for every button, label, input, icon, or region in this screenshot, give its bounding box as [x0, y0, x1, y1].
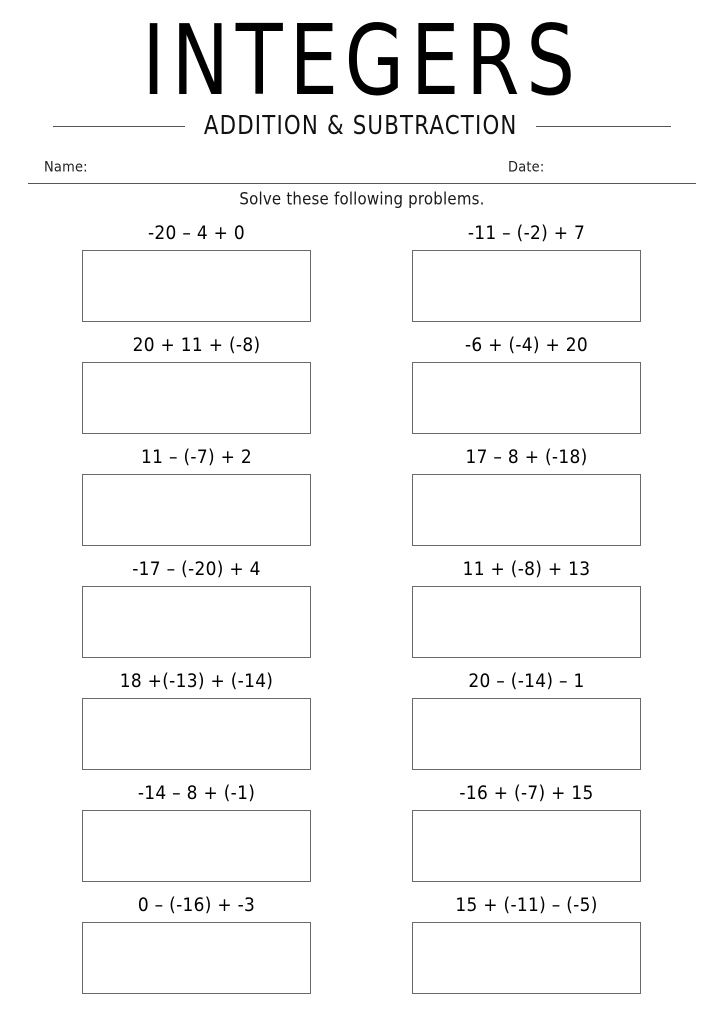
problem-item	[82, 336, 311, 434]
problem-item	[412, 224, 641, 322]
answer-box[interactable]	[412, 474, 641, 546]
subtitle-rule-right	[536, 126, 671, 127]
problem-expression: -17 – (-20) + 4	[132, 558, 261, 581]
problem-expression: -16 + (-7) + 15	[459, 782, 594, 805]
title-block	[0, 3, 724, 118]
problem-item	[82, 896, 311, 994]
subtitle-block	[0, 111, 724, 142]
answer-box[interactable]	[412, 698, 641, 770]
date-label: Date:	[508, 159, 545, 176]
answer-box[interactable]	[82, 586, 311, 658]
problem-item	[82, 784, 311, 882]
problem-expression: 20 – (-14) – 1	[468, 670, 585, 693]
problem-expression: -14 – 8 + (-1)	[137, 782, 256, 805]
problem-expression: -6 + (-4) + 20	[464, 334, 589, 357]
problem-expression: 11 + (-8) + 13	[462, 558, 591, 581]
problem-row	[0, 224, 724, 336]
problem-item	[412, 784, 641, 882]
problem-expression: 0 – (-16) + -3	[137, 894, 256, 917]
problem-item	[412, 896, 641, 994]
answer-box[interactable]	[412, 810, 641, 882]
problem-row	[0, 448, 724, 560]
problem-item	[82, 448, 311, 546]
answer-box[interactable]	[82, 698, 311, 770]
problem-item	[412, 560, 641, 658]
name-date-underline	[28, 183, 696, 184]
answer-box[interactable]	[82, 810, 311, 882]
problem-row	[0, 560, 724, 672]
problem-item	[82, 224, 311, 322]
subtitle-rule-left	[53, 126, 185, 127]
problem-row	[0, 672, 724, 784]
page-subtitle: ADDITION & SUBTRACTION	[203, 111, 518, 142]
problem-expression: 18 +(-13) + (-14)	[119, 670, 274, 693]
problem-expression: 20 + 11 + (-8)	[132, 334, 261, 357]
answer-box[interactable]	[412, 922, 641, 994]
answer-box[interactable]	[82, 250, 311, 322]
problem-item	[412, 672, 641, 770]
answer-box[interactable]	[82, 362, 311, 434]
answer-box[interactable]	[82, 922, 311, 994]
problem-expression: 11 – (-7) + 2	[141, 446, 252, 469]
problem-grid	[0, 224, 724, 1008]
problem-row	[0, 896, 724, 1008]
problem-item	[412, 336, 641, 434]
problem-row	[0, 336, 724, 448]
name-date-row	[28, 160, 696, 184]
problem-row	[0, 784, 724, 896]
answer-box[interactable]	[412, 586, 641, 658]
answer-box[interactable]	[412, 362, 641, 434]
problem-item	[412, 448, 641, 546]
problem-expression: 15 + (-11) – (-5)	[455, 894, 598, 917]
instruction-text: Solve these following problems.	[239, 189, 485, 209]
problem-item	[82, 672, 311, 770]
problem-expression: -11 – (-2) + 7	[467, 222, 586, 245]
name-label: Name:	[44, 159, 88, 176]
answer-box[interactable]	[82, 474, 311, 546]
problem-expression: -20 – 4 + 0	[147, 222, 246, 245]
answer-box[interactable]	[412, 250, 641, 322]
problem-expression: 17 – 8 + (-18)	[465, 446, 588, 469]
page-title: INTEGERS	[142, 3, 582, 118]
problem-item	[82, 560, 311, 658]
